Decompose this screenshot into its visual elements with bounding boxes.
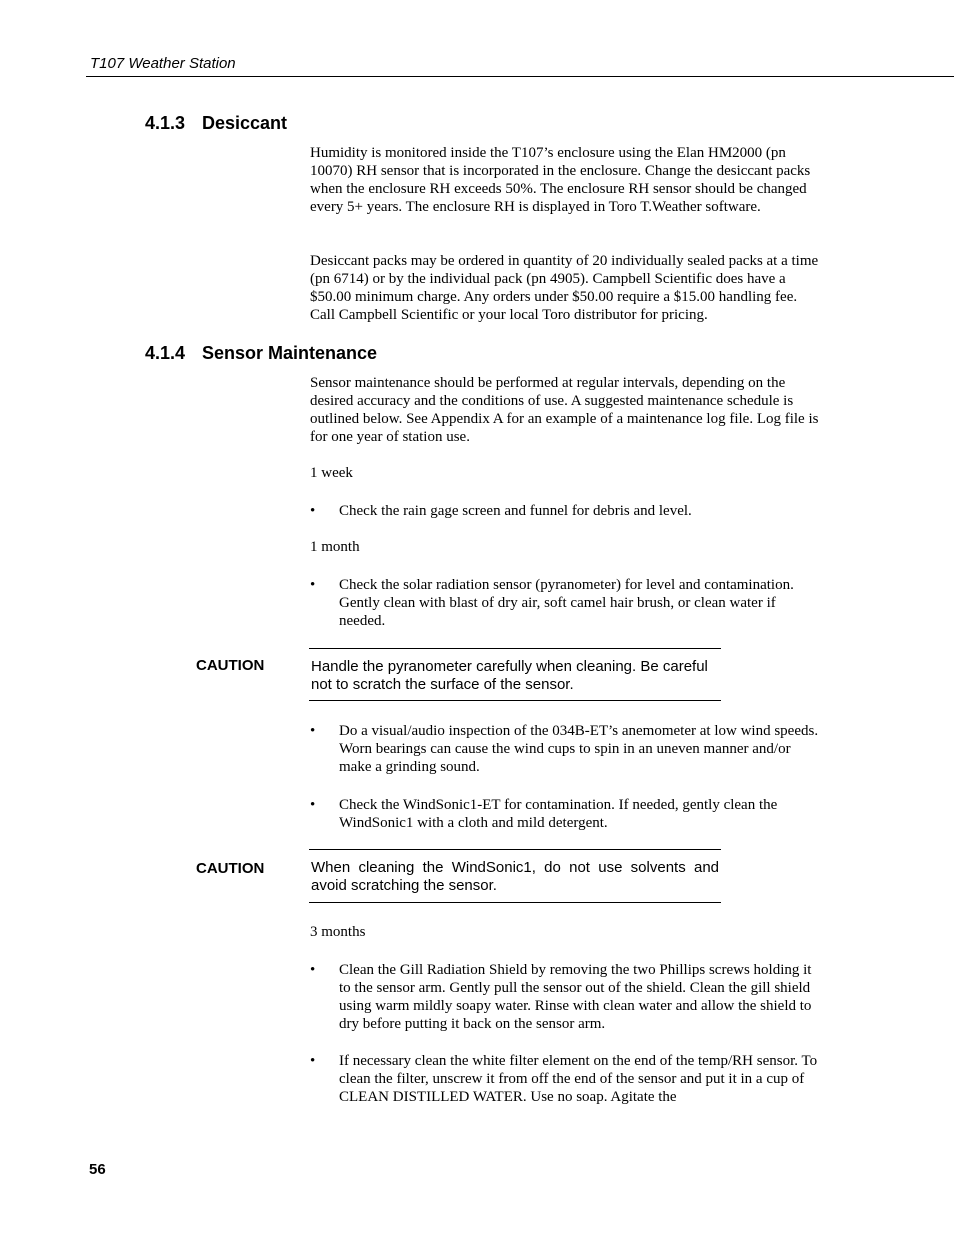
running-header-title: T107 Weather Station (90, 55, 236, 72)
caution-label: CAUTION (196, 860, 265, 877)
list-item (310, 1052, 822, 1106)
bullet-icon: • (310, 503, 316, 519)
schedule-label-3-months: 3 months (310, 924, 366, 940)
bullet-icon: • (310, 962, 316, 978)
caution-text: Handle the pyranometer carefully when cleaning. Be careful not to scratch the surface of the sensor. (311, 658, 708, 693)
bullet-icon: • (310, 577, 316, 593)
section-heading-desiccant (145, 113, 287, 134)
caution-box (309, 849, 721, 903)
bullet-icon: • (310, 723, 316, 739)
section-number: 4.1.4 (145, 343, 186, 363)
maintenance-intro: Sensor maintenance should be performed at regular intervals, depending on the desired accuracy and the conditions of use. A suggested maintenance schedule is outlined below. See Appendix A for an example of a maintenance log file. Log file is for one year of station use. (310, 375, 819, 445)
list-item (310, 961, 822, 1033)
list-item (310, 576, 822, 630)
caution-box (309, 648, 721, 701)
page-number: 56 (89, 1161, 106, 1178)
bullet-icon: • (310, 797, 316, 813)
list-item-text: Do a visual/audio inspection of the 034B-ET’s anemometer at low wind speeds. Worn bearings can cause the wind cups to spin in an uneven manner and/or make a grinding sound. (339, 723, 819, 775)
list-item-text: If necessary clean the white filter element on the end of the temp/RH sensor. To clean the filter, unscrew it from off the end of the sensor and put it in a cup of CLEAN DISTILLED WATER. Use no soap. Agitate the (339, 1053, 818, 1105)
list-item-text: Check the WindSonic1-ET for contamination. If needed, gently clean the WindSonic1 with a cloth and mild detergent. (339, 797, 778, 831)
list-item (310, 722, 822, 776)
header-divider (86, 76, 954, 77)
bullet-icon: • (310, 1053, 316, 1069)
section-heading-sensor-maintenance (145, 343, 377, 364)
caution-text: When cleaning the WindSonic1, do not use solvents and avoid scratching the sensor. (311, 859, 719, 894)
list-item-text: Check the solar radiation sensor (pyranometer) for level and contamination. Gently clean with blast of dry air, soft camel hair brush, or clean water if needed. (339, 577, 794, 629)
list-item-text: Check the rain gage screen and funnel for debris and level. (339, 503, 692, 519)
section-number: 4.1.3 (145, 113, 186, 133)
schedule-label-1-month: 1 month (310, 539, 360, 555)
section-title: Sensor Maintenance (202, 343, 378, 363)
caution-label: CAUTION (196, 657, 265, 674)
list-item (310, 502, 822, 520)
section-title: Desiccant (202, 113, 288, 133)
list-item-text: Clean the Gill Radiation Shield by removing the two Phillips screws holding it to the sensor arm. Gently pull the sensor out of the shield. Clean the gill shield using warm mildly soapy water. Rinse with clean water and allow the shield to dry before putting it back on the sensor arm. (339, 962, 812, 1032)
desiccant-paragraph-2: Desiccant packs may be ordered in quantity of 20 individually sealed packs at a time (pn 6714) or by the individual pack (pn 4905). Campbell Scientific does have a $50.00 minimum charge. Any orders under $50.00 require a $15.00 handling fee. Call Campbell Scientific or your local Toro distributor for pricing. (310, 253, 819, 323)
desiccant-paragraph-1: Humidity is monitored inside the T107’s enclosure using the Elan HM2000 (pn 10070) RH sensor that is incorporated in the enclosure. Change the desiccant packs when the enclosure RH exceeds 50%. The enclosure RH sensor should be changed every 5+ years. The enclosure RH is displayed in Toro T.Weather software. (310, 145, 811, 215)
list-item (310, 796, 822, 832)
schedule-label-1-week: 1 week (310, 465, 353, 481)
